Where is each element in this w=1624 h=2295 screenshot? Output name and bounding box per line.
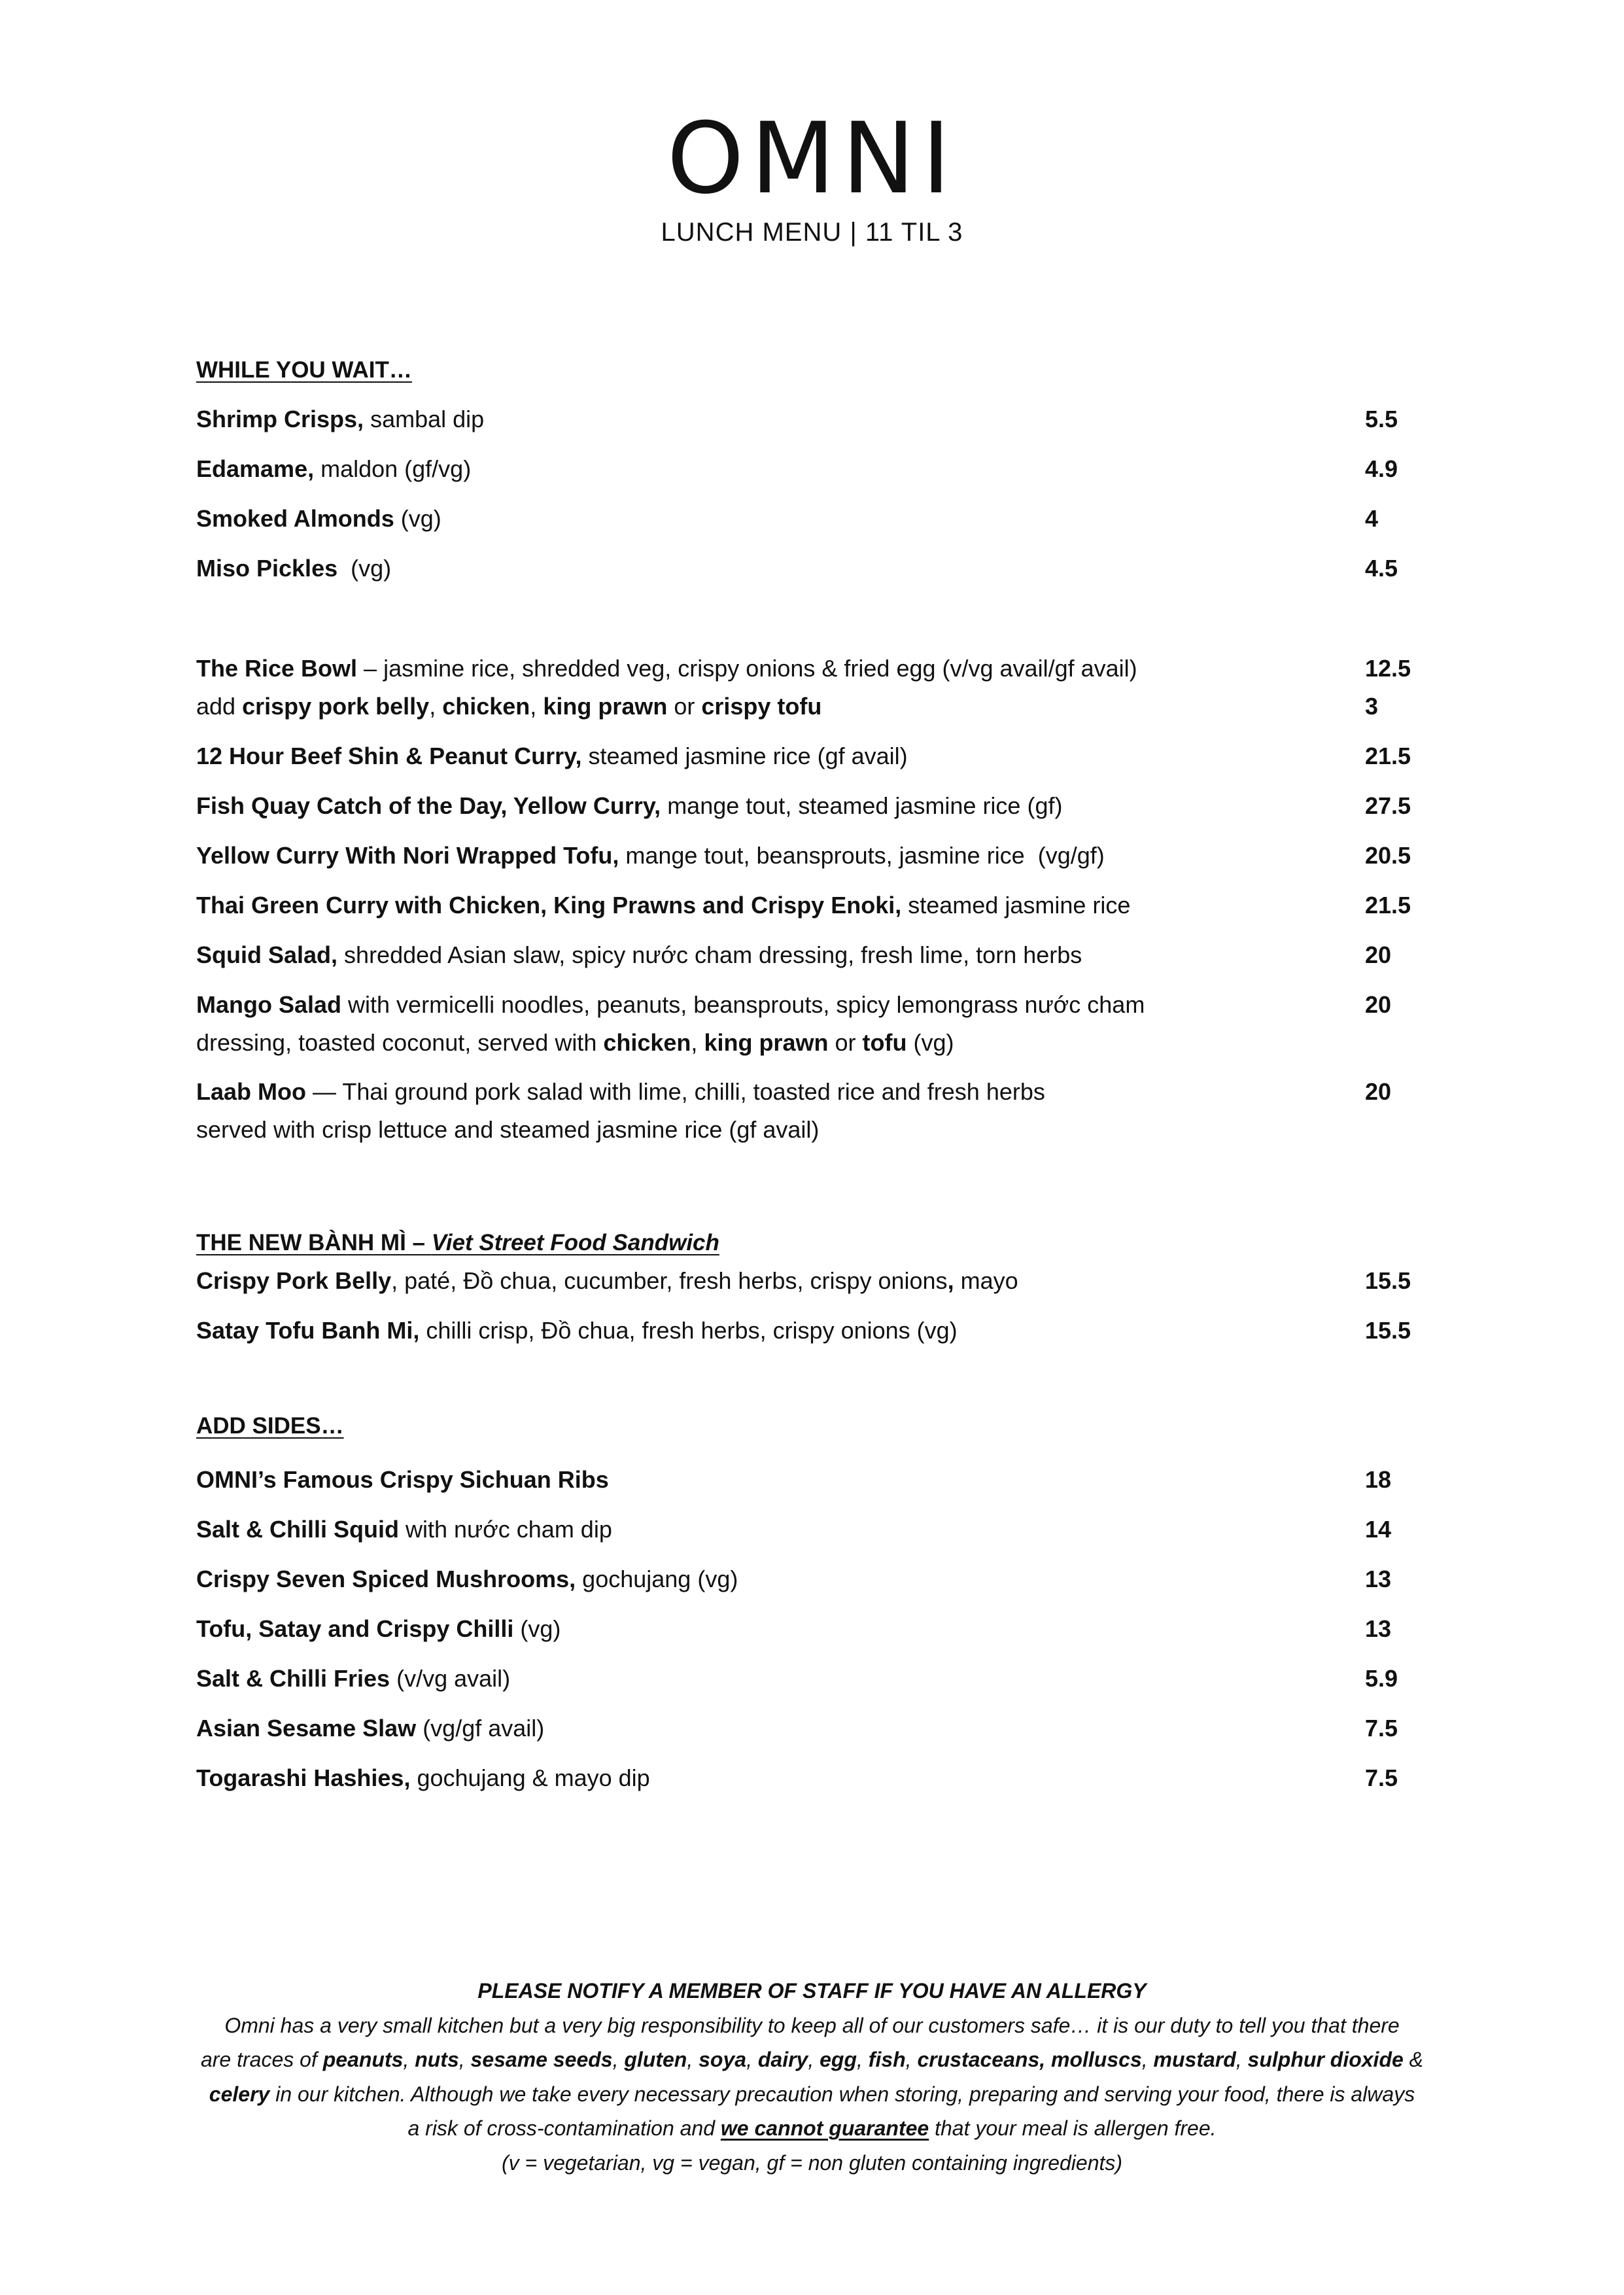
allergen: sulphur dioxide bbox=[1247, 2048, 1404, 2071]
menu-item bbox=[196, 837, 1445, 875]
allergen: crustaceans, molluscs bbox=[917, 2048, 1142, 2071]
allergy-notice bbox=[0, 1974, 1624, 2180]
item-price: 4 bbox=[1365, 505, 1379, 532]
protein-option: tofu bbox=[862, 1029, 907, 1056]
item-price: 12.5 bbox=[1365, 655, 1411, 682]
item-desc: with vermicelli noodles, peanuts, beansprouts, spicy lemongrass nước cham bbox=[341, 991, 1145, 1018]
menu-item bbox=[196, 400, 1445, 438]
item-desc: — Thai ground pork salad with lime, chilli, toasted rice and fresh herbs bbox=[306, 1078, 1045, 1105]
item-desc: served with crisp lettuce and steamed jasmine rice (gf avail) bbox=[196, 1116, 820, 1143]
menu-item bbox=[196, 1560, 1445, 1598]
item-price: 13 bbox=[1365, 1566, 1392, 1592]
addon-option: chicken bbox=[442, 693, 530, 720]
item-name: Laab Moo bbox=[196, 1078, 306, 1105]
menu-item bbox=[196, 450, 1445, 488]
menu-subtitle: LUNCH MENU | 11 TIL 3 bbox=[661, 218, 963, 247]
allergy-heading: PLEASE NOTIFY A MEMBER OF STAFF IF YOU HAVE AN ALLERGY bbox=[477, 1979, 1147, 2003]
menu-item bbox=[196, 1709, 1445, 1747]
item-desc: add bbox=[196, 693, 243, 720]
dietary-legend: (v = vegetarian, vg = vegan, gf = non gluten containing ingredients) bbox=[501, 2150, 1123, 2175]
section-heading-add-sides: ADD SIDES… bbox=[196, 1413, 344, 1439]
separator: , bbox=[403, 2048, 415, 2071]
allergen: egg bbox=[820, 2048, 857, 2071]
menu-item bbox=[196, 1660, 1445, 1698]
item-price: 7.5 bbox=[1365, 1715, 1398, 1742]
brand-logo: OMNI bbox=[666, 102, 958, 216]
allergen: soya bbox=[699, 2048, 747, 2071]
item-name: Thai Green Curry with Chicken, King Prawns and Crispy Enoki, bbox=[196, 892, 902, 919]
item-price: 5.5 bbox=[1365, 406, 1398, 432]
item-price: 13 bbox=[1365, 1615, 1392, 1642]
item-name: Mango Salad bbox=[196, 991, 342, 1018]
item-desc: maldon (gf/vg) bbox=[314, 455, 472, 482]
menu-item bbox=[196, 1610, 1445, 1648]
item-name: Crispy Pork Belly bbox=[196, 1267, 392, 1294]
item-name: Squid Salad, bbox=[196, 941, 338, 968]
item-name: Fish Quay Catch of the Day, Yellow Curry, bbox=[196, 792, 661, 819]
item-desc: shredded Asian slaw, spicy nước cham dressing, fresh lime, torn herbs bbox=[337, 941, 1082, 968]
separator: & bbox=[1403, 2048, 1424, 2071]
item-desc: gochujang (vg) bbox=[576, 1566, 738, 1592]
separator: , bbox=[905, 2048, 918, 2071]
item-desc: (v/vg avail) bbox=[390, 1665, 511, 1692]
allergy-text-body: that your meal is allergen free. bbox=[929, 2116, 1217, 2140]
item-price: 20 bbox=[1365, 991, 1392, 1018]
item-desc: (vg) bbox=[394, 505, 441, 532]
allergy-text-lead: are traces of bbox=[200, 2048, 323, 2071]
protein-option: chicken bbox=[603, 1029, 691, 1056]
allergen: dairy bbox=[757, 2048, 808, 2071]
allergy-text bbox=[0, 2077, 1624, 2112]
menu-item bbox=[196, 1511, 1445, 1549]
item-price: 14 bbox=[1365, 1516, 1392, 1543]
addon-option: crispy pork belly bbox=[242, 693, 430, 720]
item-name: Shrimp Crisps, bbox=[196, 406, 364, 432]
separator: , bbox=[746, 2048, 758, 2071]
item-desc: (vg) bbox=[907, 1029, 954, 1056]
separator: , bbox=[429, 693, 443, 720]
item-price: 20.5 bbox=[1365, 842, 1411, 869]
item-price: 7.5 bbox=[1365, 1764, 1398, 1791]
item-name: Crispy Seven Spiced Mushrooms, bbox=[196, 1566, 576, 1592]
addon-price: 3 bbox=[1365, 693, 1379, 720]
menu-item bbox=[196, 650, 1445, 726]
menu-item bbox=[196, 986, 1445, 1062]
item-price: 21.5 bbox=[1365, 892, 1411, 919]
item-name: Smoked Almonds bbox=[196, 505, 394, 532]
item-desc: mayo bbox=[954, 1267, 1018, 1294]
item-price: 18 bbox=[1365, 1466, 1392, 1493]
separator: , bbox=[612, 2048, 625, 2071]
section-heading-text: THE NEW BÀNH MÌ – bbox=[196, 1230, 432, 1255]
separator: , bbox=[808, 2048, 820, 2071]
menu-item bbox=[196, 500, 1445, 538]
menu-item bbox=[196, 737, 1445, 775]
item-desc: mange tout, steamed jasmine rice (gf) bbox=[661, 792, 1063, 819]
allergy-text bbox=[0, 2111, 1624, 2146]
item-desc: (vg/gf avail) bbox=[416, 1715, 545, 1742]
menu-item bbox=[196, 787, 1445, 825]
separator: , bbox=[1141, 2048, 1154, 2071]
protein-option: king prawn bbox=[704, 1029, 829, 1056]
item-desc: , paté, Đồ chua, cucumber, fresh herbs, crispy onions bbox=[391, 1267, 948, 1294]
separator: or bbox=[667, 693, 702, 720]
menu-item bbox=[196, 1073, 1445, 1149]
item-name: Miso Pickles bbox=[196, 555, 338, 582]
separator: , bbox=[691, 1029, 704, 1056]
allergen: sesame seeds bbox=[470, 2048, 613, 2071]
item-name: Edamame, bbox=[196, 455, 315, 482]
allergy-disclaimer: we cannot guarantee bbox=[720, 2116, 929, 2140]
item-price: 4.5 bbox=[1365, 555, 1398, 582]
item-desc: gochujang & mayo dip bbox=[410, 1764, 650, 1791]
addon-option: crispy tofu bbox=[701, 693, 822, 720]
item-desc: steamed jasmine rice bbox=[901, 892, 1131, 919]
addon-option: king prawn bbox=[543, 693, 668, 720]
separator: , bbox=[687, 2048, 699, 2071]
separator: , bbox=[857, 2048, 869, 2071]
allergen: fish bbox=[868, 2048, 906, 2071]
item-name: 12 Hour Beef Shin & Peanut Curry, bbox=[196, 743, 582, 769]
menu-item bbox=[196, 1461, 1445, 1499]
item-name: Yellow Curry With Nori Wrapped Tofu, bbox=[196, 842, 619, 869]
item-name: Salt & Chilli Fries bbox=[196, 1665, 390, 1692]
item-price: 20 bbox=[1365, 941, 1392, 968]
menu-item bbox=[196, 1759, 1445, 1797]
item-desc: steamed jasmine rice (gf avail) bbox=[581, 743, 908, 769]
menu-item bbox=[196, 886, 1445, 924]
allergy-text-body: in our kitchen. Although we take every necessary precaution when storing, preparing and serving your food, there is always bbox=[269, 2082, 1415, 2106]
item-price: 5.9 bbox=[1365, 1665, 1398, 1692]
separator: , bbox=[458, 2048, 471, 2071]
allergen: peanuts bbox=[322, 2048, 404, 2071]
section-heading-while-you-wait: WHILE YOU WAIT… bbox=[196, 357, 412, 383]
item-price: 4.9 bbox=[1365, 455, 1398, 482]
item-desc: dressing, toasted coconut, served with bbox=[196, 1029, 604, 1056]
item-name: Satay Tofu Banh Mi, bbox=[196, 1317, 420, 1344]
item-name: OMNI’s Famous Crispy Sichuan Ribs bbox=[196, 1466, 609, 1493]
separator: or bbox=[828, 1029, 863, 1056]
menu-item bbox=[196, 550, 1445, 587]
item-desc: – jasmine rice, shredded veg, crispy onions & fried egg (v/vg avail/gf avail) bbox=[357, 655, 1137, 682]
item-desc: (vg) bbox=[337, 555, 392, 582]
item-name: Salt & Chilli Squid bbox=[196, 1516, 400, 1543]
item-price: 15.5 bbox=[1365, 1267, 1411, 1294]
section-heading-subtitle: Viet Street Food Sandwich bbox=[431, 1230, 719, 1255]
item-desc: with nước cham dip bbox=[399, 1516, 612, 1543]
item-desc: chilli crisp, Đồ chua, fresh herbs, crispy onions (vg) bbox=[419, 1317, 958, 1344]
separator: , bbox=[1235, 2048, 1248, 2071]
allergy-text bbox=[0, 2042, 1624, 2077]
item-desc: (vg) bbox=[513, 1615, 561, 1642]
allergen: gluten bbox=[624, 2048, 687, 2071]
item-desc: mange tout, beansprouts, jasmine rice (vg/gf) bbox=[619, 842, 1105, 869]
item-price: 20 bbox=[1365, 1078, 1392, 1105]
menu-item bbox=[196, 1262, 1445, 1300]
allergy-text-body: a risk of cross-contamination and bbox=[407, 2116, 721, 2140]
item-name: Asian Sesame Slaw bbox=[196, 1715, 417, 1742]
allergen: nuts bbox=[415, 2048, 459, 2071]
item-price: 21.5 bbox=[1365, 743, 1411, 769]
menu-item bbox=[196, 936, 1445, 974]
menu-item bbox=[196, 1312, 1445, 1350]
item-name: Togarashi Hashies, bbox=[196, 1764, 411, 1791]
separator: , bbox=[947, 1267, 954, 1294]
item-desc: sambal dip bbox=[364, 406, 485, 432]
item-price: 27.5 bbox=[1365, 792, 1411, 819]
item-name: Tofu, Satay and Crispy Chilli bbox=[196, 1615, 514, 1642]
allergy-text: Omni has a very small kitchen but a very big responsibility to keep all of our customers safe… it is our duty to tell you that there bbox=[224, 2013, 1400, 2037]
item-price: 15.5 bbox=[1365, 1317, 1411, 1344]
separator: , bbox=[530, 693, 544, 720]
allergen: mustard bbox=[1153, 2048, 1236, 2071]
item-name: The Rice Bowl bbox=[196, 655, 358, 682]
section-heading-banh-mi bbox=[196, 1230, 719, 1256]
allergen: celery bbox=[209, 2082, 270, 2106]
